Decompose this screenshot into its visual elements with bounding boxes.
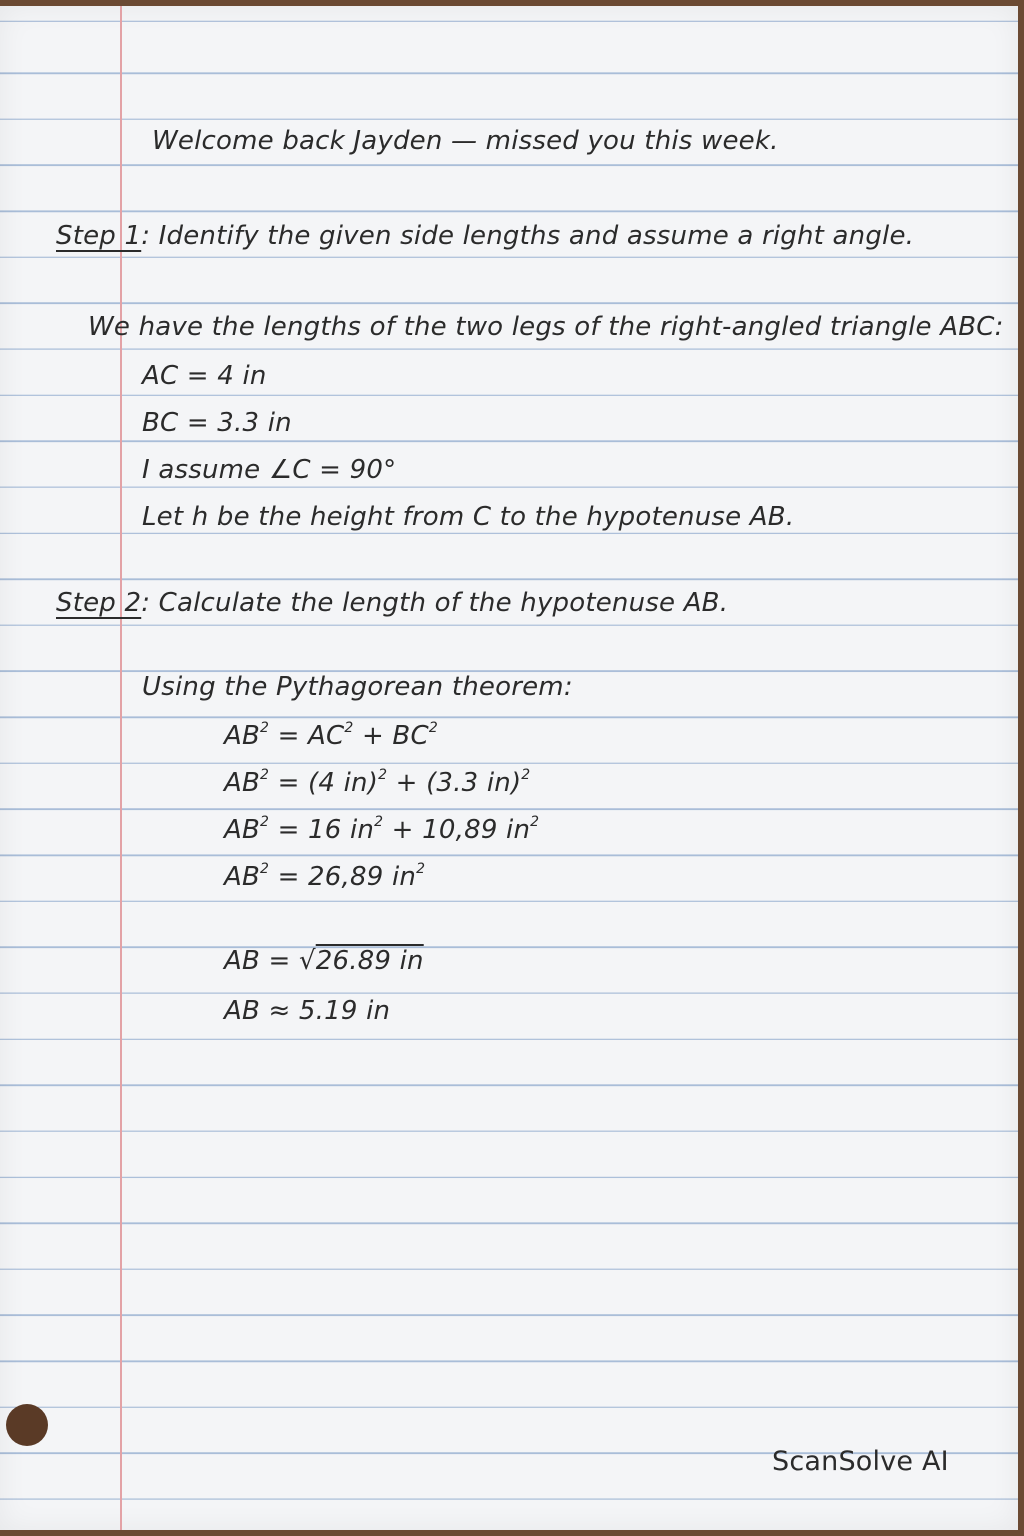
step1-title: : Identify the given side lengths and assume a right angle. — [141, 221, 915, 251]
eq-term: = (4 in) — [269, 768, 379, 798]
equation-square-root — [224, 946, 424, 976]
given-bc: BC = 3.3 in — [142, 408, 292, 438]
step1-intro: We have the lengths of the two legs of the right-angled triangle ABC: — [88, 312, 1004, 342]
step1-heading — [56, 221, 914, 251]
square-root-icon: √ — [298, 946, 316, 976]
eq-term: + 10,89 in — [383, 815, 531, 845]
eq-term: = AC — [269, 721, 345, 751]
greeting-text: Welcome back Jayden — missed you this week. — [152, 126, 779, 156]
eq-exponent: 2 — [260, 720, 270, 736]
brand-watermark: ScanSolve AI — [772, 1446, 949, 1477]
height-definition: Let h be the height from C to the hypotenuse AB. — [142, 502, 795, 532]
eq-lhs: AB — [224, 768, 261, 798]
equation-result: AB ≈ 5.19 in — [224, 996, 391, 1026]
eq-exponent: 2 — [530, 814, 540, 830]
step1-label: Step 1 — [56, 221, 142, 251]
eq-term: + (3.3 in) — [387, 768, 522, 798]
eq-lhs: AB — [224, 721, 261, 751]
eq-radicand: 26.89 in — [315, 946, 424, 976]
eq-exponent: 2 — [344, 720, 354, 736]
eq-term: = 26,89 in — [269, 862, 417, 892]
eq-exponent: 2 — [260, 861, 270, 877]
equation-sum — [224, 861, 425, 892]
step2-label: Step 2 — [56, 588, 142, 618]
eq-exponent: 2 — [260, 814, 270, 830]
eq-exponent: 2 — [374, 814, 384, 830]
eq-exponent: 2 — [416, 861, 426, 877]
given-ac: AC = 4 in — [142, 361, 267, 391]
step2-heading — [56, 588, 728, 618]
eq-exponent: 2 — [428, 720, 438, 736]
eq-exponent: 2 — [521, 767, 531, 783]
notebook-page — [0, 6, 1018, 1530]
eq-lhs: AB — [224, 815, 261, 845]
step2-intro: Using the Pythagorean theorem: — [142, 672, 573, 702]
eq-term: = 16 in — [269, 815, 375, 845]
equation-substitution — [224, 767, 530, 798]
eq-exponent: 2 — [260, 767, 270, 783]
eq-exponent: 2 — [378, 767, 388, 783]
eq-lhs: AB = — [224, 946, 299, 976]
equation-pythagoras — [224, 720, 438, 751]
eq-term: + BC — [353, 721, 429, 751]
eq-lhs: AB — [224, 862, 261, 892]
equation-squares — [224, 814, 539, 845]
punch-hole — [6, 1404, 48, 1446]
step2-title: : Calculate the length of the hypotenuse AB. — [141, 588, 729, 618]
assumption-right-angle: I assume ∠C = 90° — [142, 455, 397, 485]
